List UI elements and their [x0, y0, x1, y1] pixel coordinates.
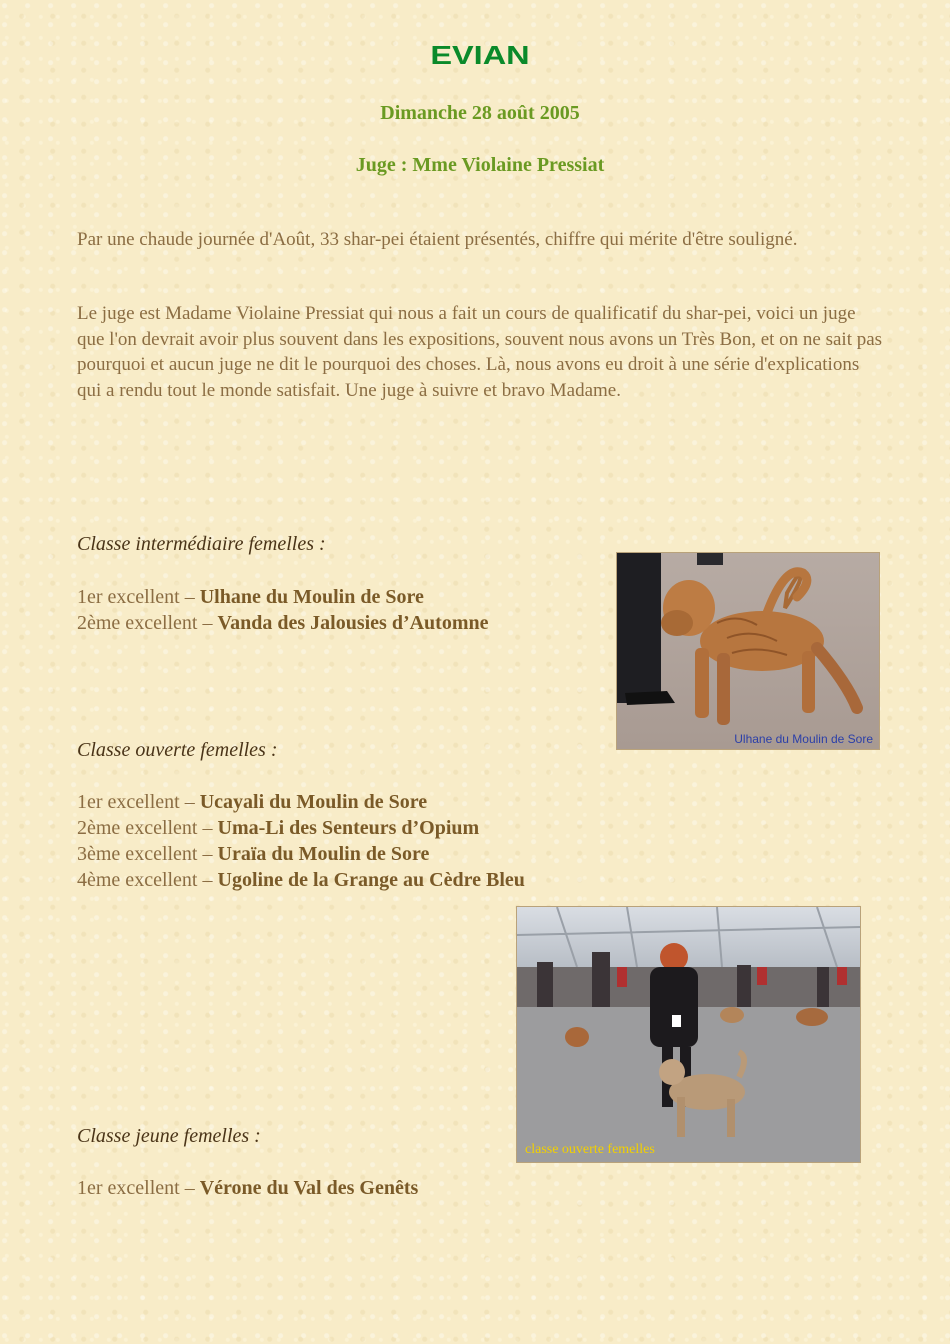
dog-photo-ulhane: [616, 552, 880, 750]
result-dog-name: Uma-Li des Senteurs d’Opium: [217, 817, 480, 839]
result-dog-name: Vanda des Jalousies d’Automne: [217, 612, 489, 634]
class-heading-intermediaire: Classe intermédiaire femelles :: [77, 533, 326, 555]
result-row: [77, 1175, 418, 1201]
judge-name: Juge : Mme Violaine Pressiat: [355, 154, 605, 176]
show-date: Dimanche 28 août 2005: [380, 102, 580, 124]
result-place: 1er excellent –: [77, 1177, 200, 1199]
judge-paragraph: Le juge est Madame Violaine Pressiat qui nous a fait un cours de qualificatif du shar-pei, voici un juge que l'on devrait avoir plus souvent dans les expositions, souvent nous avons un Très Bon, et on ne sait pas pourquoi et aucun juge ne dit le pourquoi des choses. Là, nous avons eu droit à une série d'explications qui a rendu tout le monde satisfait. Une juge à suivre et bravo Madame.: [77, 303, 883, 401]
result-row: [77, 610, 489, 636]
result-place: 4ème excellent –: [77, 869, 218, 891]
result-row: [77, 789, 427, 815]
page-title: EVIAN: [430, 40, 530, 70]
result-place: 2ème excellent –: [77, 817, 218, 839]
photo-caption: Ulhane du Moulin de Sore: [734, 732, 873, 746]
intro-paragraph: Par une chaude journée d'Août, 33 shar-pei étaient présentés, chiffre qui mérite d'être souligné.: [77, 229, 798, 250]
result-row: [77, 815, 479, 841]
result-dog-name: Uraïa du Moulin de Sore: [217, 843, 430, 865]
result-dog-name: Vérone du Val des Genêts: [199, 1177, 419, 1199]
result-row: [77, 584, 424, 610]
result-dog-name: Ulhane du Moulin de Sore: [199, 586, 424, 608]
class-heading-jeune: Classe jeune femelles :: [77, 1125, 261, 1147]
result-place: 2ème excellent –: [77, 612, 218, 634]
ring-photo-ouverte: [516, 906, 861, 1163]
result-place: 1er excellent –: [77, 791, 200, 813]
photo-caption: classe ouverte femelles: [525, 1142, 655, 1157]
result-place: 1er excellent –: [77, 586, 200, 608]
result-dog-name: Ugoline de la Grange au Cèdre Bleu: [217, 869, 525, 891]
class-heading-ouverte: Classe ouverte femelles :: [77, 739, 278, 761]
result-row: [77, 841, 429, 867]
result-dog-name: Ucayali du Moulin de Sore: [199, 791, 428, 813]
result-place: 3ème excellent –: [77, 843, 218, 865]
result-row: [77, 867, 525, 893]
